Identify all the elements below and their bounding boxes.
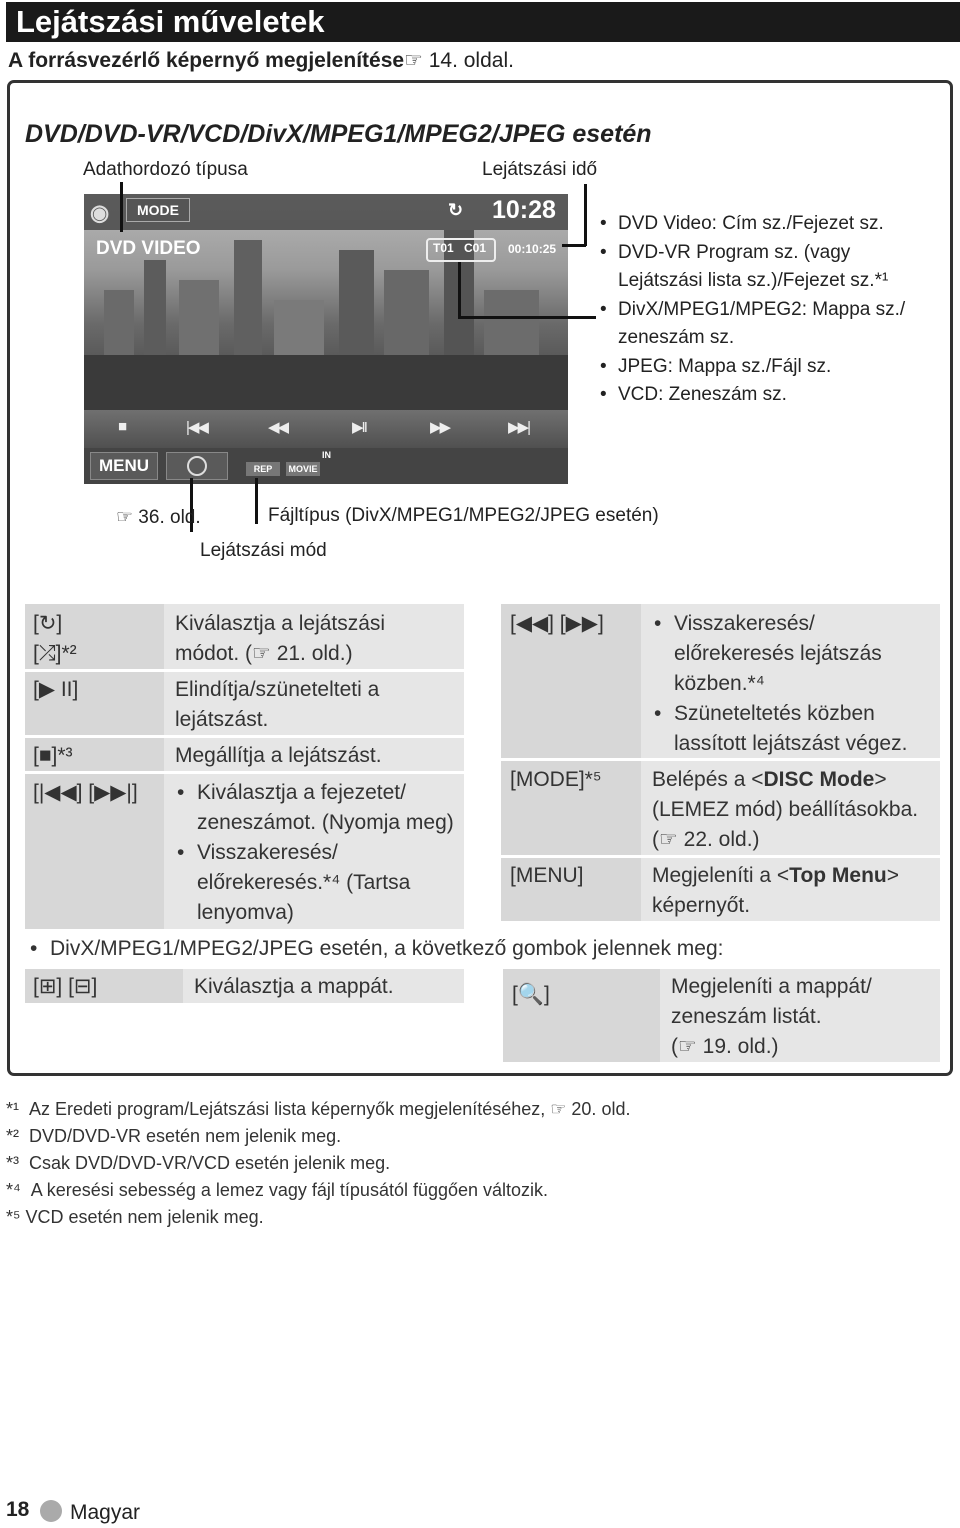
desc-menu: Megjeleníti a <Top Menu> képernyőt. <box>652 864 900 917</box>
control-bar <box>84 410 568 448</box>
key-mode: [MODE]*⁵ <box>510 768 602 791</box>
play-mode-indicator: REP <box>246 462 280 476</box>
list-item: • DVD Video: Cím sz./Fejezet sz. <box>600 210 905 239</box>
elapsed-time: 00:10:25 <box>508 242 557 256</box>
page-circle-icon <box>40 1500 62 1522</box>
leader-time-h <box>562 244 586 247</box>
subtitle-bold: A forrásvezérlő képernyő megjelenítése <box>8 49 405 72</box>
leader-counter-v <box>458 262 461 318</box>
key-prev-next: [|◀◀] [▶▶|] <box>33 781 138 804</box>
label-file-type: Fájltípus (DivX/MPEG1/MPEG2/JPEG esetén) <box>268 505 659 526</box>
list-item: • DVD-VR Program sz. (vagy <box>600 239 905 268</box>
menu-bar <box>84 448 568 484</box>
page-title-bar <box>6 2 960 42</box>
footnote-5: *⁵ VCD esetén nem jelenik meg. <box>6 1207 264 1227</box>
desc-stop: Megállítja a lejátszást. <box>175 744 382 767</box>
mode-button[interactable]: MODE <box>126 198 190 222</box>
list-item: zeneszám sz. <box>618 327 735 348</box>
menu-button[interactable]: MENU <box>90 452 158 480</box>
label-play-time: Lejátszási idő <box>482 159 598 180</box>
next-button[interactable]: ▶▶| <box>508 419 529 436</box>
search-button[interactable] <box>166 452 228 480</box>
label-play-mode: Lejátszási mód <box>200 540 327 561</box>
label-media-type: Adathordozó típusa <box>83 159 248 180</box>
desc-folder: Kiválasztja a mappát. <box>194 975 394 998</box>
desc-prev-next: • Kiválasztja a fejezetet/ zeneszámot. (Nyomja meg) • Visszakeresés/ előrekeresés.*⁴ (Tartsa lenyomva) <box>175 778 454 928</box>
desc-mode: Belépés a <DISC Mode> (LEMEZ mód) beállításokba. (☞ 22. old.) <box>652 768 919 851</box>
title-number: T01 <box>433 241 454 255</box>
search-icon <box>187 456 207 476</box>
key-menu: [MENU] <box>510 864 584 887</box>
stop-button[interactable]: ■ <box>118 418 126 435</box>
prev-button[interactable]: |◀◀ <box>186 419 207 436</box>
counter-bullet-list <box>600 210 905 410</box>
list-item: Lejátszási lista sz.)/Fejezet sz.*¹ <box>618 270 889 291</box>
footnote-4: *⁴ A keresési sebesség a lemez vagy fájl típusától függően változik. <box>6 1180 549 1200</box>
leader-time-v <box>584 184 587 246</box>
leader-filetype <box>255 478 258 524</box>
desc-play-pause: Elindítja/szünetelteti a lejátszást. <box>175 678 380 731</box>
rewind-button[interactable]: ◀◀ <box>268 419 288 436</box>
key-play-pause: [▶ II] <box>33 678 79 701</box>
desc-play-mode: Kiválasztja a lejátszási módot. (☞ 21. old.) <box>175 612 386 665</box>
key-repeat-shuffle: [↻] [⤮]*² <box>33 612 77 665</box>
desc-rew-ff: • Visszakeresés/ előrekeresés lejátszás közben.*⁴ • Szüneteltetés közben lassított lejátszást végez. <box>652 609 907 759</box>
leader-media <box>120 182 123 232</box>
title-chapter-box <box>426 238 496 262</box>
key-rew-ff: [◀◀] [▶▶] <box>510 612 604 635</box>
source-label: DVD VIDEO <box>96 238 201 259</box>
section-title: DVD/DVD-VR/VCD/DivX/MPEG1/MPEG2/JPEG esetén <box>25 120 652 148</box>
desc-search: Megjeleníti a mappát/ zeneszám listát. (☞ 19. old.) <box>671 975 872 1058</box>
key-search: [🔍] <box>512 983 550 1006</box>
footnote-2: *² DVD/DVD-VR esetén nem jelenik meg. <box>6 1126 342 1146</box>
subtitle <box>8 47 514 75</box>
footnote-3: *³ Csak DVD/DVD-VR/VCD esetén jelenik meg. <box>6 1153 391 1173</box>
page-title: Lejátszási műveletek <box>16 4 325 39</box>
device-screen <box>84 194 568 484</box>
chapter-number: C01 <box>464 241 487 255</box>
language-label: Magyar <box>70 1501 141 1524</box>
file-type-indicator: MOVIE <box>286 462 320 476</box>
list-item: • JPEG: Mappa sz./Fájl sz. <box>600 353 905 382</box>
video-area <box>84 194 568 410</box>
page-number: 18 <box>6 1498 30 1521</box>
key-stop: [■]*³ <box>33 744 73 767</box>
list-item: • VCD: Zeneszám sz. <box>600 381 905 410</box>
footnote-1: *¹ Az Eredeti program/Lejátszási lista képernyők megjelenítéséhez, ☞ 20. old. <box>6 1099 631 1119</box>
label-page-ref: ☞ 36. old. <box>116 507 201 528</box>
disc-icon: ◉ <box>90 200 110 225</box>
divx-note: • DivX/MPEG1/MPEG2/JPEG esetén, a következő gombok jelennek meg: <box>28 934 723 964</box>
subtitle-ref: ☞ 14. oldal. <box>404 49 514 72</box>
in-indicator: IN <box>322 450 331 460</box>
list-item: • DivX/MPEG1/MPEG2: Mappa sz./ <box>600 296 905 325</box>
clock: 10:28 <box>492 196 556 224</box>
fast-forward-button[interactable]: ▶▶ <box>430 419 450 436</box>
leader-counter-h <box>458 316 596 319</box>
repeat-icon: ↻ <box>448 200 464 220</box>
key-folder: [⊞] [⊟] <box>33 975 98 998</box>
play-pause-button[interactable]: ▶II <box>352 419 366 436</box>
